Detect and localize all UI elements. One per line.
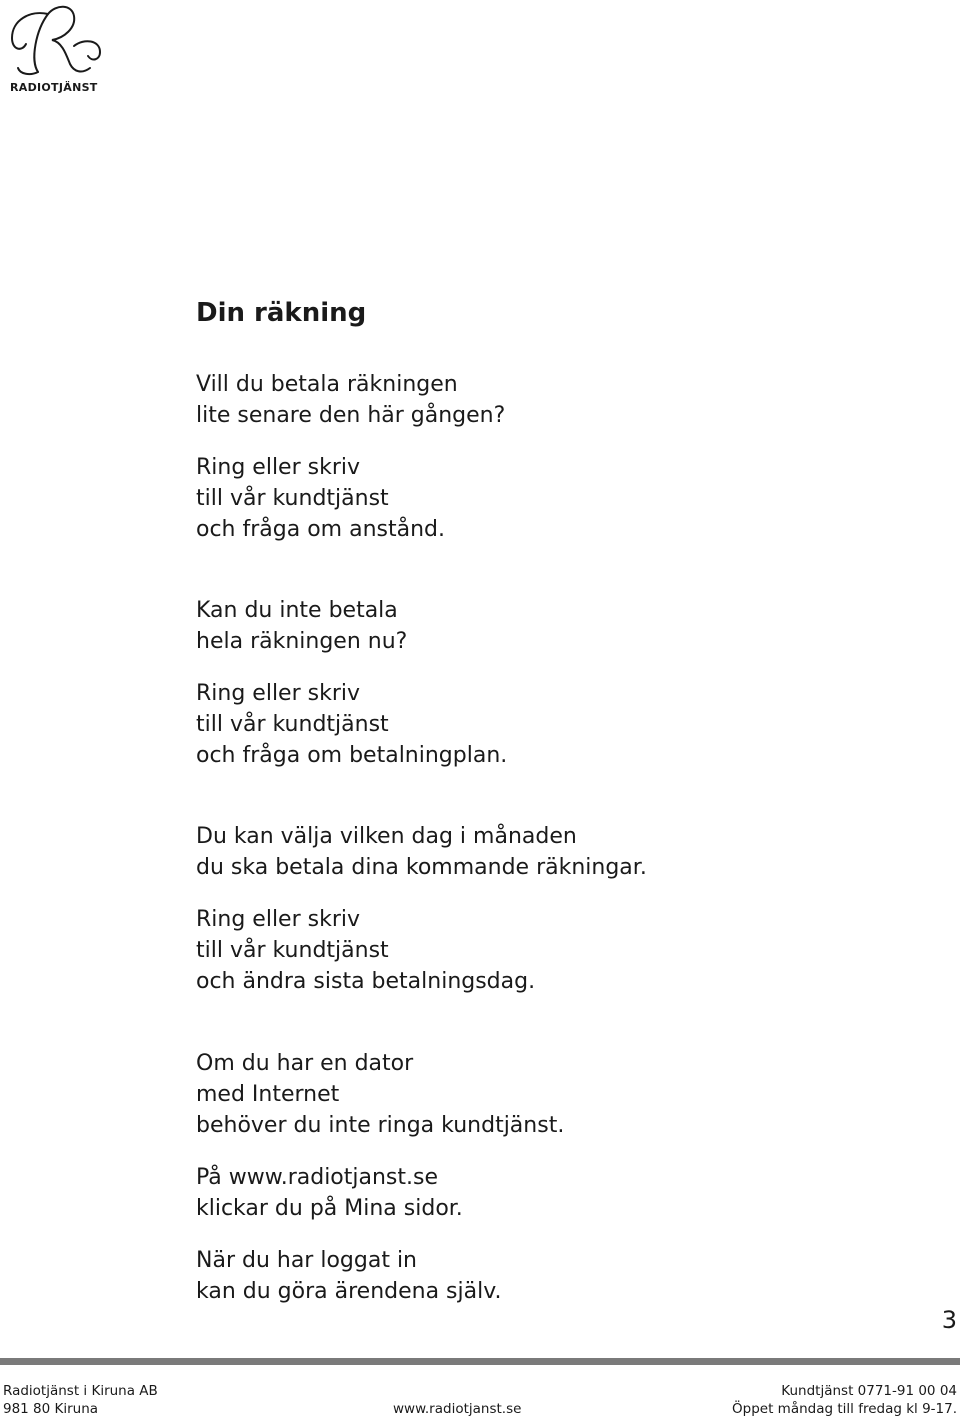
- footer-opening-hours: Öppet måndag till fredag kl 9-17.: [732, 1401, 957, 1417]
- text-line: På www.radiotjanst.se: [196, 1165, 439, 1190]
- text-line: med Internet: [196, 1082, 340, 1107]
- text-line: hela räkningen nu?: [196, 629, 408, 654]
- paragraph-contact-change-date: [196, 904, 535, 997]
- text-line: Vill du betala räkningen: [196, 372, 458, 397]
- paragraph-logged-in: [196, 1245, 502, 1307]
- text-line: Om du har en dator: [196, 1051, 414, 1076]
- paragraph-contact-payment-plan: [196, 678, 507, 771]
- logo-monogram-icon: [0, 0, 110, 80]
- radiotjanst-logo: [0, 0, 110, 100]
- text-line: Kan du inte betala: [196, 598, 398, 623]
- paragraph-cannot-pay: [196, 595, 407, 657]
- text-line: Ring eller skriv: [196, 907, 361, 932]
- paragraph-computer-internet: [196, 1048, 564, 1141]
- paragraph-pay-later: [196, 369, 505, 431]
- text-line: kan du göra ärendena själv.: [196, 1279, 502, 1304]
- text-line: Du kan välja vilken dag i månaden: [196, 824, 577, 849]
- text-line: och ändra sista betalningsdag.: [196, 969, 536, 994]
- text-line: du ska betala dina kommande räkningar.: [196, 855, 647, 880]
- text-line: Ring eller skriv: [196, 455, 361, 480]
- footer-company-name: Radiotjänst i Kiruna AB: [3, 1383, 158, 1399]
- footer-customer-service: [732, 1382, 957, 1418]
- paragraph-contact-deferral: [196, 452, 445, 545]
- logo-text: RADIOTJÄNST: [10, 81, 98, 94]
- page-title: Din räkning: [196, 298, 367, 328]
- text-line: När du har loggat in: [196, 1248, 417, 1273]
- footer-company-address: [3, 1382, 158, 1418]
- paragraph-website: [196, 1162, 463, 1224]
- text-line: och fråga om anstånd.: [196, 517, 445, 542]
- text-line: till vår kundtjänst: [196, 938, 389, 963]
- footer-divider: [0, 1358, 960, 1365]
- page-number: 3: [941, 1306, 957, 1334]
- text-line: och fråga om betalningplan.: [196, 743, 508, 768]
- text-line: till vår kundtjänst: [196, 486, 389, 511]
- text-line: behöver du inte ringa kundtjänst.: [196, 1113, 565, 1138]
- footer-postal-address: 981 80 Kiruna: [3, 1401, 99, 1417]
- paragraph-choose-day: [196, 821, 647, 883]
- text-line: till vår kundtjänst: [196, 712, 389, 737]
- footer-phone: Kundtjänst 0771-91 00 04: [781, 1383, 957, 1399]
- footer-website-link[interactable]: www.radiotjanst.se: [393, 1401, 522, 1417]
- text-line: Ring eller skriv: [196, 681, 361, 706]
- text-line: klickar du på Mina sidor.: [196, 1196, 463, 1221]
- text-line: lite senare den här gången?: [196, 403, 506, 428]
